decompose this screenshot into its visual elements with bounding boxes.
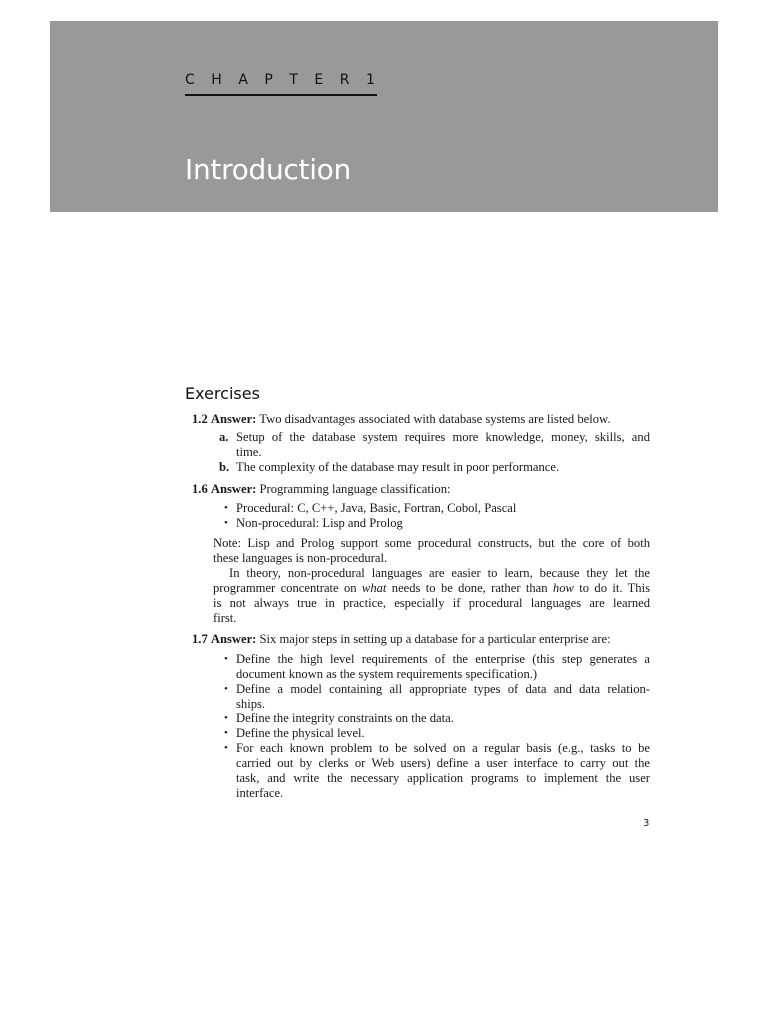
paragraph-text: to do it. This	[579, 581, 651, 595]
exercise-intro: Two disadvantages associated with database systems are listed below.	[259, 412, 611, 426]
list-marker: a.	[219, 430, 229, 444]
list-item-line: Define a model containing all appropriate types of data and data relation-	[236, 682, 650, 696]
exercise-number: 1.2	[192, 412, 208, 426]
paragraph-text: needs to be done, rather than	[391, 581, 548, 595]
list-item-line: The complexity of the database may result in poor performance.	[236, 460, 560, 474]
exercise-1-2	[192, 412, 610, 427]
bullet-icon: •	[224, 517, 228, 529]
paragraph-line: first.	[213, 611, 237, 625]
list-item-line: document known as the system requirements specification.)	[236, 667, 538, 681]
list-item-line: For each known problem to be solved on a regular basis (e.g., tasks to be	[236, 741, 650, 755]
bullet-icon: •	[224, 742, 228, 754]
list-item: Non-procedural: Lisp and Prolog	[236, 516, 403, 530]
paragraph-text: programmer concentrate on	[213, 581, 357, 595]
page-number: 3	[643, 818, 650, 829]
list-item-line: interface.	[236, 786, 284, 800]
bullet-icon: •	[224, 653, 228, 665]
chapter-letter: H	[211, 72, 222, 88]
emphasis-text: how	[552, 581, 574, 595]
list-item-line: ships.	[236, 697, 266, 711]
list-item-line: Setup of the database system requires more knowledge, money, skills, and	[236, 430, 650, 444]
chapter-letter: R	[339, 72, 350, 88]
chapter-letter: E	[314, 72, 324, 88]
paragraph-line: is not always true in practice, especially if procedural languages are learned	[213, 596, 650, 610]
chapter-banner	[50, 21, 718, 212]
exercise-1-6	[192, 482, 451, 497]
list-item-line: Define the physical level.	[236, 726, 365, 740]
exercise-number: 1.7	[192, 632, 208, 646]
bullet-icon: •	[224, 712, 228, 724]
answer-label: Answer:	[210, 482, 257, 496]
exercise-intro: Programming language classification:	[259, 482, 451, 496]
chapter-number: 1	[366, 72, 375, 88]
note-line: Note: Lisp and Prolog support some procedural constructs, but the core of both	[213, 536, 650, 550]
chapter-letter: C	[185, 72, 195, 88]
paragraph-line	[213, 581, 650, 596]
exercise-intro: Six major steps in setting up a database for a particular enterprise are:	[259, 632, 611, 646]
list-marker: b.	[219, 460, 230, 474]
list-item-line: Define the integrity constraints on the data.	[236, 711, 454, 725]
bullet-icon: •	[224, 502, 228, 514]
list-item-line: time.	[236, 445, 262, 459]
note-line: these languages is non-procedural.	[213, 551, 388, 565]
list-item-line: task, and write the necessary application programs to implement the user	[236, 771, 650, 785]
exercise-number: 1.6	[192, 482, 208, 496]
page-title: Introduction	[185, 153, 351, 186]
list-item: Procedural: C, C++, Java, Basic, Fortran, Cobol, Pascal	[236, 501, 517, 515]
list-item-line: carried out by clerks or Web users) define a user interface to carry out the	[236, 756, 650, 770]
list-item-line: Define the high level requirements of the enterprise (this step generates a	[236, 652, 650, 666]
exercise-1-7	[192, 632, 611, 647]
bullet-icon: •	[224, 683, 228, 695]
chapter-label	[185, 72, 377, 96]
chapter-letter: T	[289, 72, 298, 88]
bullet-icon: •	[224, 727, 228, 739]
section-heading: Exercises	[185, 384, 260, 403]
emphasis-text: what	[361, 581, 387, 595]
chapter-letter: A	[238, 72, 248, 88]
paragraph-line: In theory, non-procedural languages are easier to learn, because they let the	[229, 566, 650, 580]
answer-label: Answer:	[210, 412, 257, 426]
answer-label: Answer:	[210, 632, 257, 646]
chapter-letter: P	[264, 72, 273, 88]
